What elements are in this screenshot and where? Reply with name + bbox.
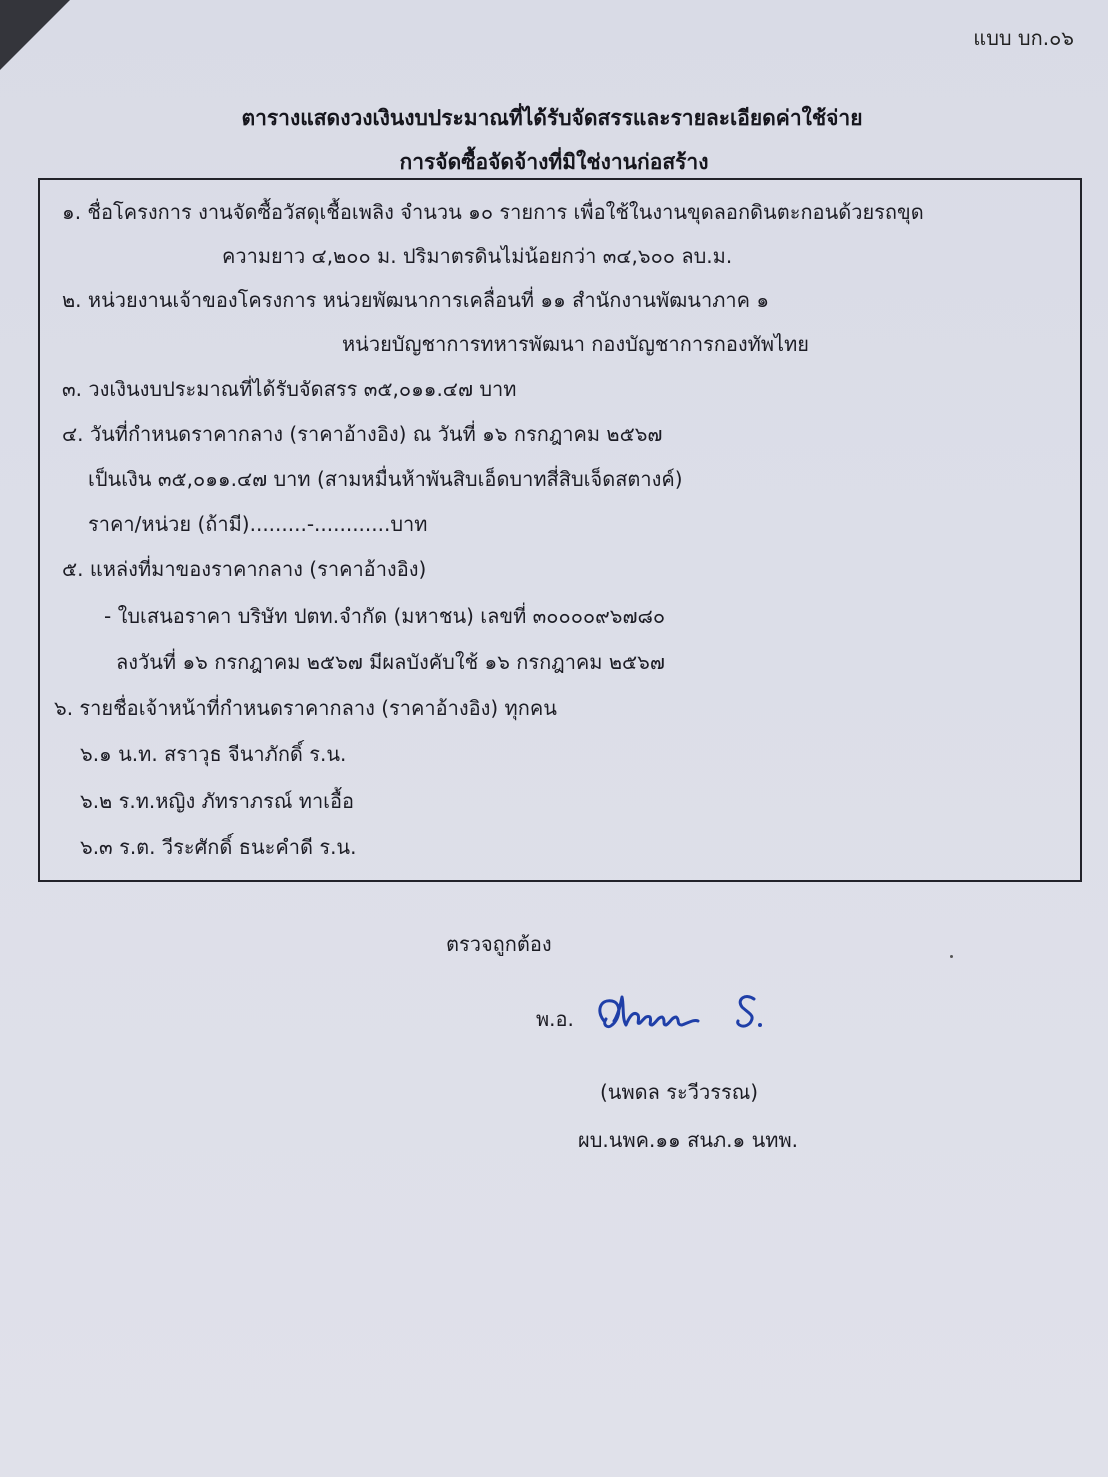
signer-position: ผบ.นพค.๑๑ สนภ.๑ นทพ. — [578, 1128, 798, 1152]
page-corner-shadow — [0, 0, 70, 70]
item-4-reference-date: ๔. วันที่กำหนดราคากลาง (ราคาอ้างอิง) ณ วันที่ ๑๖ กรกฎาคม ๒๕๖๗ — [62, 422, 663, 446]
item-2-owner-unit: ๒. หน่วยงานเจ้าของโครงการ หน่วยพัฒนาการเคลื่อนที่ ๑๑ สำนักงานพัฒนาภาค ๑ — [62, 288, 770, 312]
signer-rank: พ.อ. — [536, 1007, 574, 1031]
item-5-quotation-date: ลงวันที่ ๑๖ กรกฎาคม ๒๕๖๗ มีผลบังคับใช้ ๑๖ กรกฎาคม ๒๕๖๗ — [116, 650, 665, 674]
item-4-amount: เป็นเงิน ๓๕,๐๑๑.๔๗ บาท (สามหมื่นห้าพันสิบเอ็ดบาทสี่สิบเจ็ดสตางค์) — [88, 467, 683, 491]
item-6-1-member: ๖.๑ น.ท. สราวุธ จีนาภักดิ์ ร.น. — [80, 742, 347, 766]
item-2-owner-command: หน่วยบัญชาการทหารพัฒนา กองบัญชาการกองทัพไทย — [342, 332, 810, 356]
signer-name: (นพดล ระวีวรรณ) — [600, 1080, 759, 1104]
item-6-committee-heading: ๖. รายชื่อเจ้าหน้าที่กำหนดราคากลาง (ราคาอ้างอิง) ทุกคน — [54, 696, 557, 720]
document-title-line1: ตารางแสดงวงเงินงบประมาณที่ได้รับจัดสรรและรายละเอียดค่าใช้จ่าย — [241, 106, 863, 130]
handwritten-signature — [590, 985, 780, 1045]
item-1-project-scope: ความยาว ๔,๒๐๐ ม. ปริมาตรดินไม่น้อยกว่า ๓๔,๖๐๐ ลบ.ม. — [222, 244, 733, 268]
item-3-budget: ๓. วงเงินงบประมาณที่ได้รับจัดสรร ๓๕,๐๑๑.๔๗ บาท — [62, 377, 517, 401]
verified-label: ตรวจถูกต้อง — [446, 932, 552, 956]
form-code: แบบ บก.๐๖ — [973, 26, 1074, 50]
item-4-unit-price: ราคา/หน่วย (ถ้ามี).........-............บาท — [88, 512, 428, 536]
item-1-project-name: ๑. ชื่อโครงการ งานจัดซื้อวัสดุเชื้อเพลิง จำนวน ๑๐ รายการ เพื่อใช้ในงานขุดลอกดินตะกอนด้วยรถขุด — [62, 200, 924, 224]
item-5-price-source: ๕. แหล่งที่มาของราคากลาง (ราคาอ้างอิง) — [62, 557, 427, 581]
paper-speck — [950, 955, 953, 958]
item-5-quotation: - ใบเสนอราคา บริษัท ปตท.จำกัด (มหาชน) เลขที่ ๓๐๐๐๐๙๖๗๘๐ — [104, 604, 666, 628]
item-6-2-member: ๖.๒ ร.ท.หญิง ภัทราภรณ์ ทาเอื้อ — [80, 789, 355, 813]
document-title-line2: การจัดซื้อจัดจ้างที่มิใช่งานก่อสร้าง — [399, 150, 709, 174]
item-6-3-member: ๖.๓ ร.ต. วีระศักดิ์ ธนะคำดี ร.น. — [80, 835, 357, 859]
